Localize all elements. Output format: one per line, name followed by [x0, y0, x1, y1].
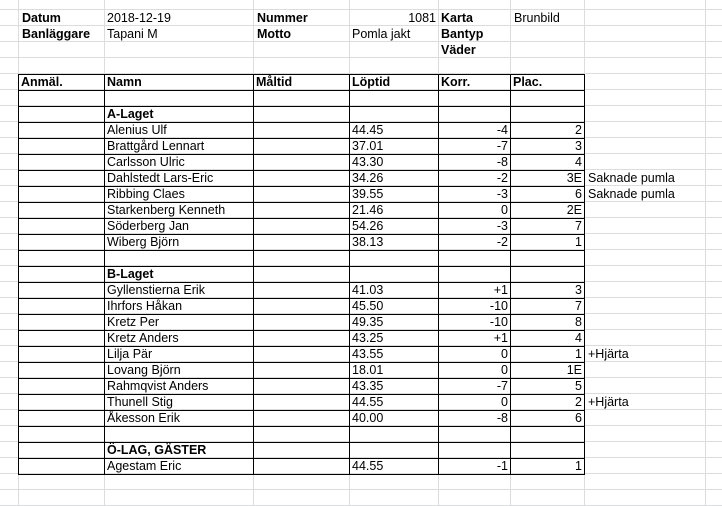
- runner-loptid[interactable]: 44.55: [352, 395, 384, 409]
- table-border: [584, 74, 585, 475]
- datum-value[interactable]: 2018-12-19: [107, 11, 171, 25]
- table-border: [104, 74, 105, 475]
- runner-name[interactable]: Ihrfors Håkan: [107, 299, 183, 313]
- runner-loptid[interactable]: 38.13: [352, 235, 384, 249]
- runner-plac[interactable]: 7: [575, 299, 582, 313]
- nummer-value[interactable]: 1081: [408, 11, 436, 25]
- runner-korr[interactable]: -10: [489, 315, 508, 329]
- runner-korr[interactable]: 0: [501, 347, 508, 361]
- runner-name[interactable]: Starkenberg Kenneth: [107, 203, 226, 217]
- runner-name[interactable]: Gyllenstierna Erik: [107, 283, 205, 297]
- motto-label: Motto: [257, 27, 292, 41]
- runner-name[interactable]: Lilja Pär: [107, 347, 153, 361]
- runner-plac[interactable]: 6: [575, 411, 582, 425]
- runner-loptid[interactable]: 43.55: [352, 347, 384, 361]
- runner-note[interactable]: +Hjärta: [588, 347, 629, 361]
- runner-korr[interactable]: -1: [496, 459, 508, 473]
- runner-korr[interactable]: -10: [489, 299, 508, 313]
- runner-name[interactable]: Kretz Anders: [107, 331, 179, 345]
- runner-plac[interactable]: 4: [575, 155, 582, 169]
- runner-name[interactable]: Carlsson Ulric: [107, 155, 185, 169]
- runner-name[interactable]: Dahlstedt Lars-Eric: [107, 171, 214, 185]
- gridline: [0, 489, 722, 490]
- col-header-loptid[interactable]: Löptid: [352, 75, 391, 89]
- runner-plac[interactable]: 3: [575, 139, 582, 153]
- runner-loptid[interactable]: 39.55: [352, 187, 384, 201]
- runner-plac[interactable]: 5: [575, 379, 582, 393]
- bantyp-label: Bantyp: [441, 27, 484, 41]
- runner-plac[interactable]: 3E: [566, 171, 582, 185]
- runner-loptid[interactable]: 43.25: [352, 331, 384, 345]
- vader-label: Väder: [441, 43, 476, 57]
- runner-loptid[interactable]: 34.26: [352, 171, 384, 185]
- runner-plac[interactable]: 1E: [566, 363, 582, 377]
- group-title[interactable]: B-Laget: [107, 267, 154, 281]
- runner-plac[interactable]: 2: [575, 123, 582, 137]
- runner-loptid[interactable]: 41.03: [352, 283, 384, 297]
- karta-value[interactable]: Brunbild: [514, 11, 560, 25]
- banlaggare-label: Banläggare: [22, 27, 91, 41]
- datum-label: Datum: [22, 11, 61, 25]
- runner-korr[interactable]: +1: [493, 283, 508, 297]
- runner-name[interactable]: Söderberg Jan: [107, 219, 190, 233]
- runner-plac[interactable]: 1: [575, 347, 582, 361]
- runner-loptid[interactable]: 54.26: [352, 219, 384, 233]
- karta-label: Karta: [441, 11, 473, 25]
- runner-loptid[interactable]: 37.01: [352, 139, 384, 153]
- runner-korr[interactable]: 0: [501, 203, 508, 217]
- col-header-namn[interactable]: Namn: [107, 75, 142, 89]
- runner-name[interactable]: Alenius Ulf: [107, 123, 167, 137]
- table-border: [18, 74, 19, 475]
- runner-loptid[interactable]: 44.55: [352, 459, 384, 473]
- runner-korr[interactable]: -7: [496, 379, 508, 393]
- runner-plac[interactable]: 3: [575, 283, 582, 297]
- runner-note[interactable]: Saknade pumla: [588, 171, 675, 185]
- runner-plac[interactable]: 1: [575, 459, 582, 473]
- runner-note[interactable]: +Hjärta: [588, 395, 629, 409]
- motto-value[interactable]: Pomla jakt: [352, 27, 411, 41]
- runner-note[interactable]: Saknade pumla: [588, 187, 675, 201]
- runner-name[interactable]: Agestam Eric: [107, 459, 182, 473]
- table-border: [349, 74, 350, 475]
- runner-plac[interactable]: 2E: [566, 203, 582, 217]
- runner-plac[interactable]: 6: [575, 187, 582, 201]
- col-header-plac[interactable]: Plac.: [513, 75, 543, 89]
- runner-loptid[interactable]: 18.01: [352, 363, 384, 377]
- runner-loptid[interactable]: 43.35: [352, 379, 384, 393]
- runner-korr[interactable]: -2: [496, 171, 508, 185]
- table-border: [253, 74, 254, 475]
- runner-name[interactable]: Kretz Per: [107, 315, 160, 329]
- runner-plac[interactable]: 1: [575, 235, 582, 249]
- runner-loptid[interactable]: 49.35: [352, 315, 384, 329]
- runner-korr[interactable]: -7: [496, 139, 508, 153]
- runner-korr[interactable]: 0: [501, 363, 508, 377]
- col-header-korr[interactable]: Korr.: [441, 75, 471, 89]
- nummer-label: Nummer: [257, 11, 308, 25]
- runner-name[interactable]: Lovang Björn: [107, 363, 181, 377]
- runner-korr[interactable]: -2: [496, 235, 508, 249]
- col-header-anmal[interactable]: Anmäl.: [21, 75, 63, 89]
- gridline: [0, 57, 722, 58]
- runner-korr[interactable]: 0: [501, 395, 508, 409]
- runner-loptid[interactable]: 44.45: [352, 123, 384, 137]
- runner-loptid[interactable]: 40.00: [352, 411, 384, 425]
- runner-loptid[interactable]: 45.50: [352, 299, 384, 313]
- group-title[interactable]: A-Laget: [107, 107, 154, 121]
- gridline: [705, 0, 706, 506]
- runner-plac[interactable]: 8: [575, 315, 582, 329]
- runner-korr[interactable]: -8: [496, 411, 508, 425]
- runner-korr[interactable]: -3: [496, 219, 508, 233]
- runner-korr[interactable]: -3: [496, 187, 508, 201]
- runner-name[interactable]: Rahmqvist Anders: [107, 379, 209, 393]
- banlaggare-value[interactable]: Tapani M: [107, 27, 158, 41]
- col-header-maltid[interactable]: Måltid: [256, 75, 293, 89]
- runner-name[interactable]: Åkesson Erik: [107, 411, 180, 425]
- runner-name[interactable]: Thunell Stig: [107, 395, 174, 409]
- runner-korr[interactable]: -4: [496, 123, 508, 137]
- runner-korr[interactable]: +1: [493, 331, 508, 345]
- runner-loptid[interactable]: 21.46: [352, 203, 384, 217]
- group-title[interactable]: Ö-LAG, GÄSTER: [107, 443, 207, 457]
- runner-plac[interactable]: 2: [575, 395, 582, 409]
- runner-name[interactable]: Brattgård Lennart: [107, 139, 205, 153]
- runner-name[interactable]: Ribbing Claes: [107, 187, 185, 201]
- runner-loptid[interactable]: 43.30: [352, 155, 384, 169]
- runner-plac[interactable]: 4: [575, 331, 582, 345]
- runner-name[interactable]: Wiberg Björn: [107, 235, 180, 249]
- runner-plac[interactable]: 7: [575, 219, 582, 233]
- runner-korr[interactable]: -8: [496, 155, 508, 169]
